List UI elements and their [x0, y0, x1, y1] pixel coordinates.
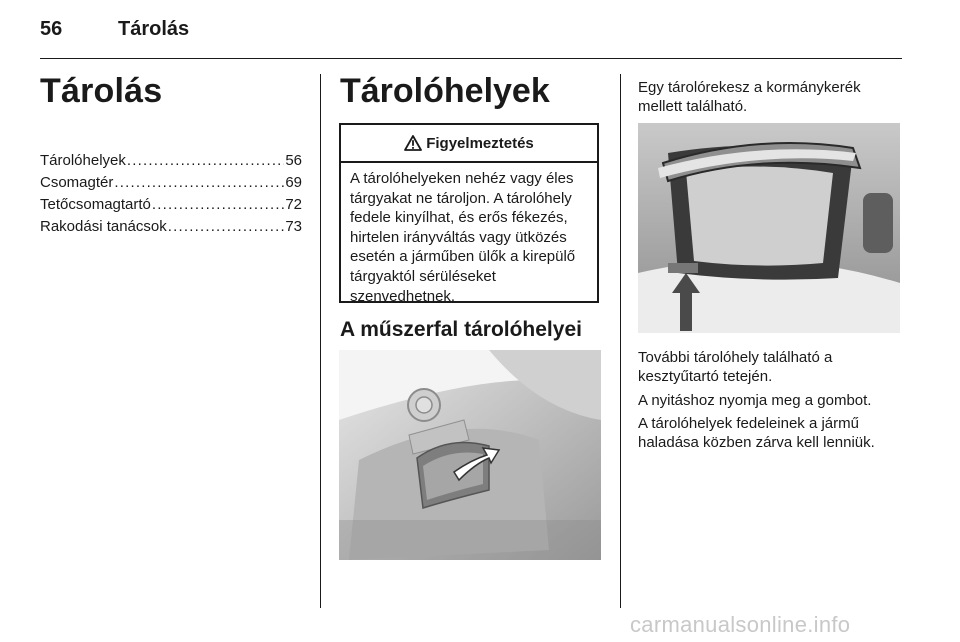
- warning-triangle-icon: [404, 135, 422, 151]
- warning-box: [339, 123, 599, 303]
- paragraph-closed-while-driving: A tárolóhelyek fedeleinek a jármű haladása közben zárva kell lenniük.: [638, 415, 875, 451]
- toc-entry-page: 72: [285, 196, 302, 213]
- warning-heading: [341, 125, 597, 163]
- header-rule: [40, 58, 902, 59]
- paragraph-steering-storage: Egy tárolórekesz a kormánykerék mellett található.: [638, 79, 861, 115]
- toc-entry-page: 73: [285, 218, 302, 235]
- column-divider: [320, 74, 321, 608]
- warning-heading-text: Figyelmeztetés: [426, 134, 534, 152]
- warning-body: A tárolóhelyeken nehéz vagy éles tárgyakat ne tároljon. A tárolóhely fedele kinyílhat, és erős fékezés, hirtelen irányváltás vagy ütközés esetén a járműben ülők a kirepülő tárgyaktól sérüléseket szenvedhetnek.: [350, 170, 576, 305]
- toc-entry-title: Tárolóhelyek: [40, 152, 126, 169]
- toc-entry-page: 56: [285, 152, 302, 169]
- toc-entry-title: Rakodási tanácsok: [40, 218, 167, 235]
- toc-entry-page: 69: [285, 174, 302, 191]
- subsection-title: A műszerfal tárolóhelyei: [340, 318, 582, 341]
- toc-entry[interactable]: [40, 194, 302, 216]
- chapter-title: Tárolás: [40, 72, 163, 110]
- toc-leader: [114, 172, 284, 194]
- toc-leader: [127, 150, 284, 172]
- toc-entry[interactable]: [40, 150, 302, 172]
- toc-leader: [168, 216, 285, 238]
- section-title: Tárolóhelyek: [340, 72, 550, 110]
- table-of-contents: [40, 150, 302, 238]
- toc-entry[interactable]: [40, 172, 302, 194]
- page-number: 56: [40, 18, 63, 40]
- watermark: carmanualsonline.info: [630, 612, 851, 637]
- toc-entry-title: Csomagtér: [40, 174, 114, 191]
- paragraph-glovebox-storage: További tárolóhely található a kesztyűtartó tetején.: [638, 349, 833, 385]
- toc-entry[interactable]: [40, 216, 302, 238]
- column-divider: [620, 74, 621, 608]
- running-title: Tárolás: [118, 18, 190, 40]
- toc-entry-title: Tetőcsomagtartó: [40, 196, 151, 213]
- dashboard-storage-illustration: [339, 350, 601, 560]
- steering-storage-illustration: [638, 123, 900, 333]
- paragraph-open-instructions: A nyitáshoz nyomja meg a gombot.: [638, 392, 872, 409]
- toc-leader: [152, 194, 284, 216]
